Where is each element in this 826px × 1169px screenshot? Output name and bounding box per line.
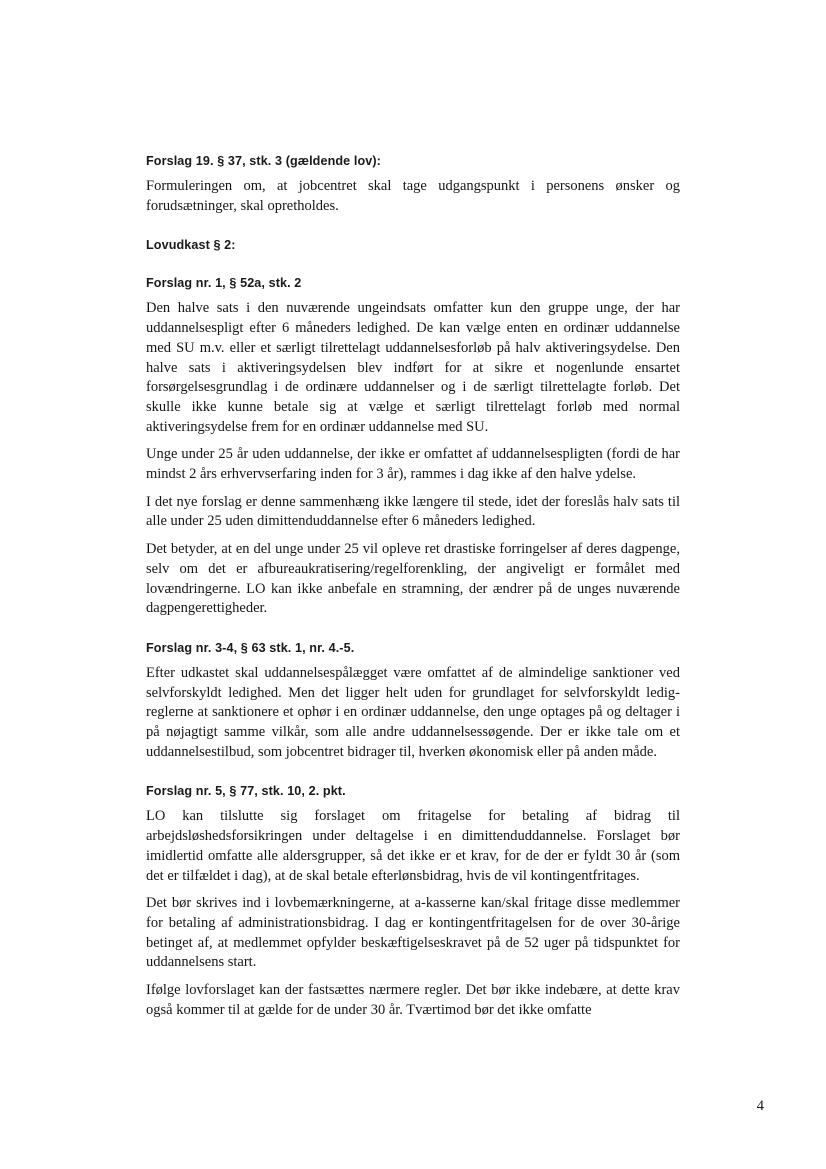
paragraph: Det bør skrives ind i lovbemærkningerne, at a-kasserne kan/skal fritage disse medlemmer for betaling af administrationsbidrag. I dag er kontingentfritagelsen for de over 30-årige betinget af, at medlemmet opfylder beskæftigelseskravet på de 52 uger på tidspunktet for uddannelsens start. bbox=[146, 895, 680, 971]
section-heading: Forslag nr. 5, § 77, stk. 10, 2. pkt. bbox=[146, 784, 346, 799]
section-heading: Forslag 19. § 37, stk. 3 (gældende lov): bbox=[146, 154, 381, 168]
document-body bbox=[146, 152, 680, 1021]
section-forslag-1 bbox=[146, 274, 680, 619]
paragraph: Unge under 25 år uden uddannelse, der ikke er omfattet af uddannelsespligten (fordi de har mindst 2 års erhvervserfaring inden for 3 år), rammes i dag ikke af den halve ydelse. bbox=[146, 446, 680, 483]
paragraph: Ifølge lovforslaget kan der fastsættes nærmere regler. Det bør ikke indebære, at dette krav også kommer til at gælde for de under 30 år. Tværtimod bør det ikke omfatte bbox=[146, 982, 680, 1018]
paragraph: Den halve sats i den nuværende ungeindsats omfatter kun den gruppe unge, der har uddannelsespligt efter 6 måneders ledighed. De kan vælge enten en ordinær uddannelse med SU m.v. eller et særligt tilrettelagt uddannelsesforløb på halv aktiveringsydelse. Den halve sats i aktiveringsydelsen blev indført for at sikre et nogenlunde ensartet forsørgelsesgrundlag i de ordinære uddannelser og i de særligt tilrettelagte forløb. Det skulle ikke kunne betale sig at vælge et særligt tilrettelagt forløb med normal aktiveringsydelse frem for en ordinær uddannelse med SU. bbox=[146, 300, 680, 435]
section-heading: Lovudkast § 2: bbox=[146, 238, 236, 253]
section-forslag-5 bbox=[146, 782, 680, 1020]
section-forslag-3-4 bbox=[146, 639, 680, 763]
paragraph: I det nye forslag er denne sammenhæng ikke længere til stede, idet der foreslås halv sats til alle under 25 uden dimittenduddannelse efter 6 måneders ledighed. bbox=[146, 493, 680, 530]
paragraph: LO kan tilslutte sig forslaget om fritagelse for betaling af bidrag til arbejdsløshedsforsikringen under deltagelse i en dimittenduddannelse. Forslaget bør imidlertid omfatte alle aldersgrupper, så det ikke er et krav, for de der er fyldt 30 år (som det er tilfældet i dag), at de skal betale efterlønsbidrag, hvis de vil kontingentfritages. bbox=[146, 808, 680, 884]
paragraph: Efter udkastet skal uddannelsespålægget være omfattet af de almindelige sanktioner ved selvforskyldt ledighed. Men det ligger helt uden for grundlaget for selvforskyldt ledig-reglerne at sanktionere et ophør i en ordinær uddannelse, den unge optages på og deltager i på nøjagtigt samme vilkår, som alle andre uddannelsessøgende. Der er ikke tale om et uddannelsestilbud, som jobcentret bidrager til, hverken økonomisk eller på anden måde. bbox=[146, 664, 680, 760]
section-forslag-19 bbox=[146, 152, 680, 216]
section-heading: Forslag nr. 3-4, § 63 stk. 1, nr. 4.-5. bbox=[146, 640, 355, 655]
page-number: 4 bbox=[756, 1098, 764, 1114]
paragraph: Formuleringen om, at jobcentret skal tage udgangspunkt i personens ønsker og forudsætninger, skal opretholdes. bbox=[146, 178, 680, 214]
section-heading: Forslag nr. 1, § 52a, stk. 2 bbox=[146, 276, 302, 291]
section-lovudkast bbox=[146, 236, 680, 254]
paragraph: Det betyder, at en del unge under 25 vil opleve ret drastiske forringelser af deres dagpenge, selv om det er afbureaukratisering/regelforenkling, der angiveligt er formålet med lovændringerne. LO kan ikke anbefale en stramning, der ændrer på de unges nuværende dagpengerettigheder. bbox=[146, 541, 680, 617]
